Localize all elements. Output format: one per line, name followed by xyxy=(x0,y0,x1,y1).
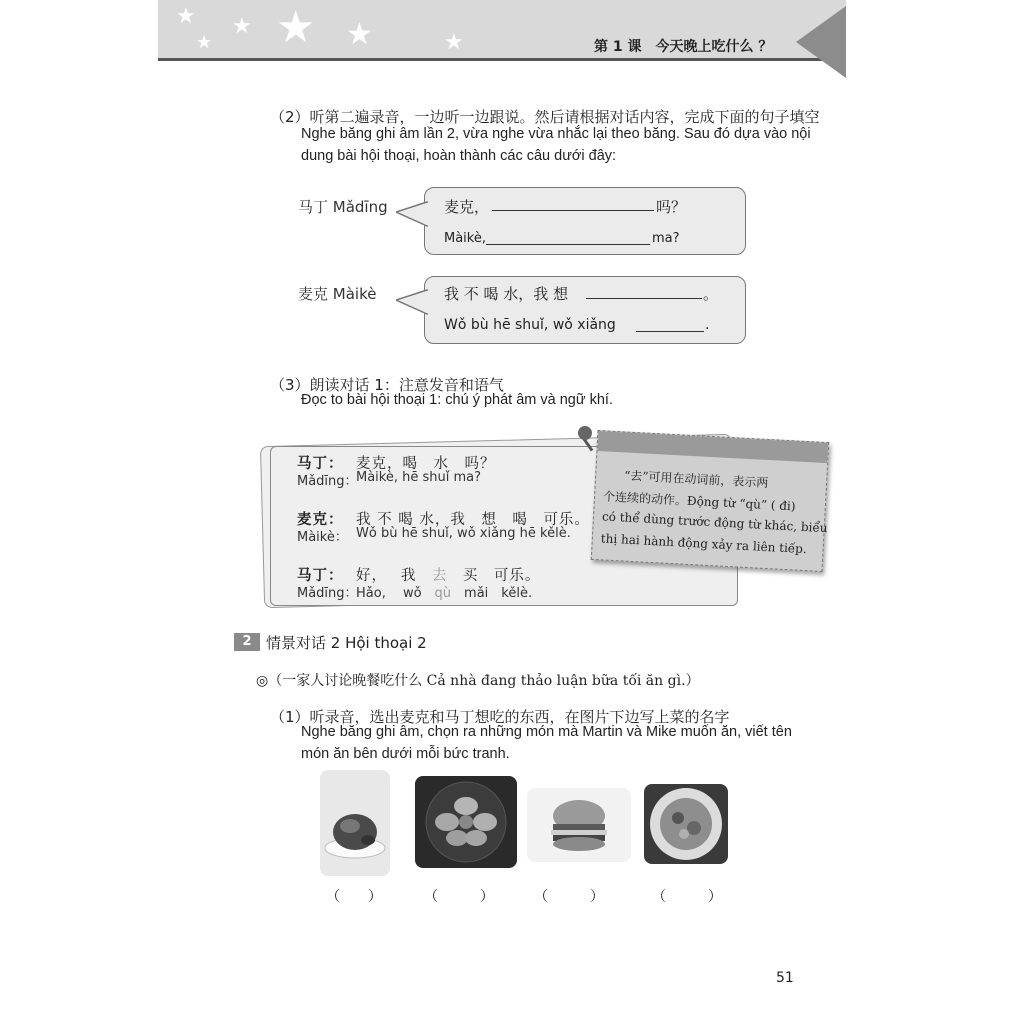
header-divider xyxy=(158,58,846,61)
bubble1-text-start: 麦克， xyxy=(444,198,490,216)
grammar-note xyxy=(591,430,829,572)
fill-blank[interactable] xyxy=(486,244,650,245)
dumplings-image xyxy=(415,776,517,868)
dialogue-line-zh: 麦克，喝 水 吗？ xyxy=(356,456,496,472)
note-line: có thể dùng trước động từ khác, biểu xyxy=(601,509,828,536)
bubble1-pinyin-end: ma? xyxy=(652,231,680,246)
section2-instruction-zh: （1）听录音，选出麦克和马丁想吃的东西，在图片下边写上菜的名字 xyxy=(270,708,730,726)
star-icon: ★ xyxy=(232,14,252,39)
burger-image xyxy=(527,788,631,862)
part2-instruction-vi-1: Nghe băng ghi âm lần 2, vừa nghe vừa nhắc lại theo băng. Sau đó dựa vào nội xyxy=(301,126,811,142)
dialogue-line-pinyin: Wǒ bù hē shuǐ, wǒ xiǎng hē kělè. xyxy=(356,526,571,541)
page-number: 51 xyxy=(776,970,794,986)
dialogue-line-pinyin: Hǎo, wǒ qù mǎi kělè. xyxy=(356,586,533,601)
bubble1-pinyin-start: Màikè, xyxy=(444,231,486,246)
roast-chicken-image xyxy=(320,770,390,876)
dialogue-line-zh: 好， 我 去 买 可乐。 xyxy=(356,568,541,584)
fill-blank[interactable] xyxy=(586,298,702,299)
dialogue-speaker-pinyin: Mǎdīng： xyxy=(297,474,358,489)
part3-instruction-zh: （3）朗读对话 1：注意发音和语气 xyxy=(270,376,504,394)
part3-instruction-vi: Đọc to bài hội thoại 1: chú ý phát âm và ngữ khí. xyxy=(301,392,613,408)
bubble2-text-end: 。 xyxy=(703,285,719,303)
star-icon: ★ xyxy=(276,2,316,53)
star-icon: ★ xyxy=(196,32,213,53)
bubble1-text-end: 吗？ xyxy=(656,198,687,216)
dialogue-line-pinyin: Màikè, hē shuǐ ma? xyxy=(356,470,482,485)
fill-blank[interactable] xyxy=(492,210,654,211)
pin-icon xyxy=(578,426,592,440)
bubble2-pinyin-end: . xyxy=(705,317,710,333)
part2-instruction-vi-2: dung bài hội thoại, hoàn thành các câu dưới đây: xyxy=(301,148,617,164)
star-icon: ★ xyxy=(444,30,464,55)
section-intro: ◎（一家人讨论晚餐吃什么 Cả nhà đang thảo luận bữa tối ăn gì.） xyxy=(256,673,700,689)
note-line: 个连续的动作。Động từ “qù” ( đi) xyxy=(602,489,796,514)
dialogue-speaker: 麦克： xyxy=(297,512,344,528)
dialogue-speaker-pinyin: Màikè： xyxy=(297,530,348,545)
bubble-tail-icon xyxy=(396,200,428,230)
note-header-strip xyxy=(597,431,828,463)
star-icon: ★ xyxy=(346,17,373,52)
star-icon: ★ xyxy=(176,4,196,29)
dialogue-speaker-pinyin: Mǎdīng： xyxy=(297,586,358,601)
bubble-tail-icon xyxy=(396,288,428,318)
fried-rice-image xyxy=(644,784,728,864)
answer-blank[interactable]: （ ） xyxy=(652,889,722,905)
section-title: 情景对话 2 Hội thoại 2 xyxy=(266,634,427,652)
note-line: thị hai hành động xảy ra liên tiếp. xyxy=(600,531,808,557)
highlight-word: 去 xyxy=(431,568,448,584)
bubble2-text-start: 我 不 喝 水，我 想 xyxy=(444,285,569,303)
dialogue-line-zh: 我 不 喝 水，我 想 喝 可乐。 xyxy=(356,512,590,528)
part2-instruction-zh: （2）听第二遍录音，一边听一边跟说。然后请根据对话内容，完成下面的句子填空 xyxy=(270,108,820,126)
highlight-word: qù xyxy=(434,586,452,601)
section-number-badge: 2 xyxy=(234,633,260,651)
dialogue-speaker: 马丁： xyxy=(297,568,344,584)
header-triangle-icon xyxy=(796,6,846,78)
answer-blank[interactable]: （ ） xyxy=(424,889,494,905)
answer-blank[interactable]: （ ） xyxy=(534,889,604,905)
speaker-label: 麦克 Màikè xyxy=(298,285,377,303)
note-line: “去”可用在动词前，表示两 xyxy=(623,468,769,491)
section2-instruction-vi-2: món ăn bên dưới mỗi bức tranh. xyxy=(301,746,510,762)
speaker-label: 马丁 Mǎdīng xyxy=(298,198,388,216)
bubble2-pinyin-start: Wǒ bù hē shuǐ, wǒ xiǎng xyxy=(444,317,616,333)
lesson-title: 第 1 课 今天晚上吃什么 ？ xyxy=(594,39,773,55)
answer-blank[interactable]: （ ） xyxy=(326,889,382,905)
fill-blank[interactable] xyxy=(636,331,704,332)
section2-instruction-vi-1: Nghe băng ghi âm, chọn ra những món mà Martin và Mike muốn ăn, viết tên xyxy=(301,724,792,740)
dialogue-speaker: 马丁： xyxy=(297,456,344,472)
